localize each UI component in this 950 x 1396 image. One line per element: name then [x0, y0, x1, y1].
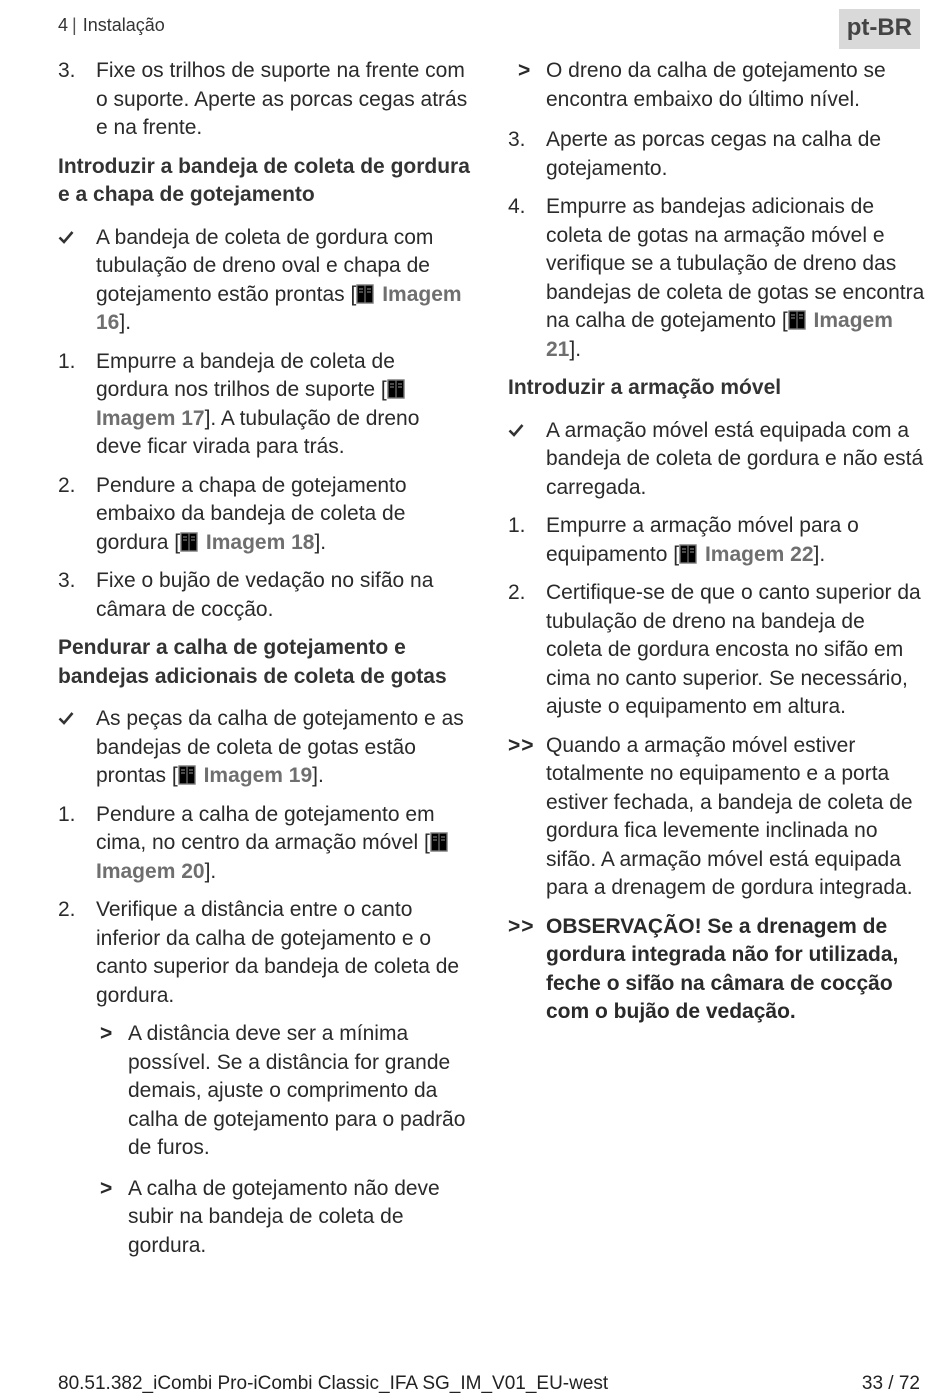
chapter-label: 4 | Instalação [58, 15, 165, 35]
sub-marker: > [100, 1176, 113, 1200]
step-text: Certifique-se de que o canto superior da tubulação de dreno na bandeja de coleta de gordura encosta no sifão em cima no canto superior. Se necessário, ajuste o equipamento em altura. [546, 581, 921, 718]
figure-reference-link[interactable]: Imagem 22 [679, 543, 813, 566]
step-text: Fixe os trilhos de suporte na frente com o suporte. Aperte as porcas cegas atrás e na frente. [96, 59, 468, 139]
figure-reference-link[interactable]: Imagem 18 [180, 531, 314, 554]
figure-reference-link[interactable]: Imagem 19 [178, 764, 312, 787]
step-number: 3. [58, 569, 76, 592]
step-text: Empurre a bandeja de coleta de gordura nos trilhos de suporte [96, 349, 395, 401]
step-number: 3. [508, 128, 526, 151]
sub-marker: > [518, 59, 531, 82]
left-column [58, 57, 470, 1272]
sub-item [58, 1020, 470, 1163]
sub-text: A calha de gotejamento não deve subir na bandeja de coleta de gordura. [128, 1176, 440, 1257]
result-item [508, 732, 926, 903]
checkmark-icon [508, 417, 542, 446]
step-item: 1. Empurre a bandeja de coleta de gordura nos trilhos de suporte [ Imagem 17]. A tubulação de dreno deve ficar virada para trás. [58, 349, 420, 458]
figure-reference-link[interactable]: Imagem 21 [546, 309, 893, 361]
book-icon [788, 310, 806, 330]
sub-item [476, 57, 926, 114]
book-icon [679, 544, 697, 564]
step-item: 2. Pendure a chapa de gotejamento embaixo da bandeja de coleta de gordura [ Imagem 18]. [58, 473, 407, 554]
sub-text: O dreno da calha de gotejamento se encontra embaixo do último nível. [546, 59, 886, 111]
sub-text: A distância deve ser a mínima possível. Se a distância for grande demais, ajuste o comprimento da calha de gotejamento para o padrão de furos. [128, 1022, 466, 1159]
step-number: 1. [58, 802, 76, 826]
step-text-continued: . A tubulação de dreno deve ficar virada para trás. [96, 406, 420, 458]
step-item [508, 579, 926, 722]
step-item [508, 126, 926, 183]
prerequisite-text: A armação móvel está equipada com a bandeja de coleta de gordura e não está carregada. [546, 418, 924, 499]
step-text: Fixe o bujão de vedação no sifão na câmara de cocção. [96, 569, 434, 621]
book-icon [356, 284, 374, 304]
sub-marker: > [100, 1022, 113, 1045]
checkmark-icon [58, 705, 92, 734]
section-heading: Pendurar a calha de gotejamento e bandejas adicionais de coleta de gotas [58, 636, 447, 688]
step-number: 2. [58, 898, 76, 921]
step-number: 1. [508, 514, 526, 537]
page-number: 33 / 72 [861, 1373, 920, 1394]
step-text: Pendure a chapa de gotejamento embaixo da bandeja de coleta de gordura [96, 473, 407, 554]
step-item [58, 896, 470, 1010]
step-text: Verifique a distância entre o canto inferior da calha de gotejamento e o canto superior da bandeja de coleta de gordura. [96, 898, 460, 1007]
notice-text: OBSERVAÇÃO! Se a drenagem de gordura integrada não for utilizada, feche o sifão na câmara de cocção com o bujão de vedação. [546, 914, 899, 1023]
figure-reference-link[interactable]: Imagem 17 [96, 378, 407, 430]
prerequisite-item [508, 417, 926, 503]
result-marker: >> [508, 914, 535, 938]
prerequisite-text: As peças da calha de gotejamento e as bandejas de coleta de gotas estão prontas [96, 707, 464, 787]
result-text: Quando a armação móvel estiver totalmente no equipamento e a porta estiver fechada, a bandeja de coleta de gordura fica levemente inclinada no sifão. A armação móvel está equipada para a drenagem de gordura integrada. [546, 733, 913, 899]
step-number: 2. [508, 581, 526, 604]
result-marker: >> [508, 733, 535, 757]
step-item: 4. Empurre as bandejas adicionais de coleta de gotas na armação móvel e verifique se a tubulação de dreno das bandejas de coleta de gotas se encontra na calha de gotejamento [ Imagem 21]. [508, 195, 925, 361]
book-icon [180, 532, 198, 552]
step-number: 2. [58, 473, 76, 497]
book-icon [430, 832, 448, 852]
step-number: 3. [58, 59, 76, 82]
step-item [58, 567, 470, 624]
checkmark-icon [58, 224, 92, 253]
step-item [58, 57, 470, 143]
step-text: Empurre as bandejas adicionais de coleta de gotas na armação móvel e verifique se a tubulação de dreno das bandejas de coleta de gotas se encontra na calha de gotejamento [546, 195, 925, 332]
prerequisite-item: A bandeja de coleta de gordura com tubulação de dreno oval e chapa de gotejamento estão prontas [ Imagem 16]. [58, 224, 470, 338]
step-text: Aperte as porcas cegas na calha de gotejamento. [546, 128, 882, 180]
step-number: 1. [58, 349, 76, 373]
book-icon [387, 379, 405, 399]
step-item: 1. Pendure a calha de gotejamento em cima, no centro da armação móvel [ Imagem 20]. [58, 801, 470, 887]
step-item: 1. Empurre a armação móvel para o equipamento [ Imagem 22]. [508, 514, 859, 566]
notice-item [508, 913, 926, 1027]
sub-item [58, 1175, 470, 1261]
step-text: Pendure a calha de gotejamento em cima, no centro da armação móvel [96, 802, 435, 854]
step-number: 4. [508, 195, 526, 218]
right-column [508, 57, 926, 1037]
prerequisite-item: As peças da calha de gotejamento e as bandejas de coleta de gotas estão prontas [ Imagem 19]. [58, 705, 470, 791]
section-heading: Introduzir a bandeja de coleta de gordura e a chapa de gotejamento [58, 154, 470, 206]
language-badge: pt-BR [839, 9, 920, 49]
chapter-number: 4 [58, 15, 69, 35]
figure-reference-link[interactable]: Imagem 16 [96, 282, 462, 334]
figure-reference-link[interactable]: Imagem 20 [96, 831, 450, 883]
book-icon [178, 765, 196, 785]
page-header [58, 13, 920, 49]
chapter-title: Instalação [82, 15, 165, 35]
prerequisite-text: A bandeja de coleta de gordura com tubulação de dreno oval e chapa de gotejamento estão prontas [96, 225, 434, 306]
document-id: 80.51.382_iCombi Pro-iCombi Classic_IFA SG_IM_V01_EU-west [58, 1373, 609, 1394]
section-heading: Introduzir a armação móvel [508, 376, 782, 399]
step-text: Empurre a armação móvel para o equipamento [546, 514, 859, 566]
